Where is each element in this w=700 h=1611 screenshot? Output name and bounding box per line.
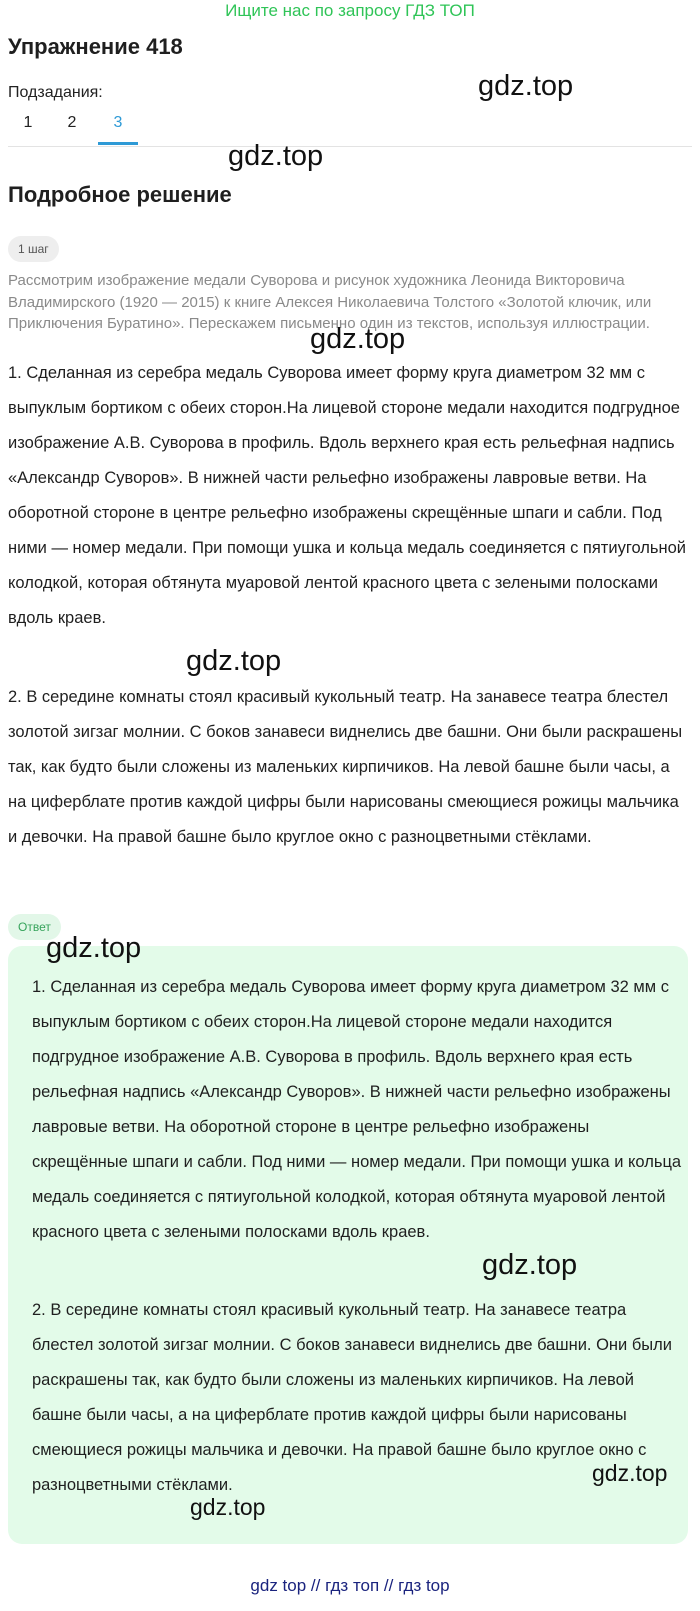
- answer-paragraph-2: 2. В середине комнаты стоял красивый кукольный театр. На занавесе театра блестел золотой зигзаг молнии. С боков занавеси виднелись две башни. Они были раскрашены так, как будто были сложены из маленьких кирпичиков. На левой башне были часы, а на циферблате против каждой цифры были нарисованы смеющиеся рожицы мальчика и девочки. На правой башне было круглое окно с разноцветными стёклами.: [32, 1301, 672, 1494]
- solution-heading: Подробное решение: [8, 182, 232, 207]
- promo-banner: Ищите нас по запросу ГДЗ ТОП: [225, 1, 475, 20]
- watermark: gdz.top: [228, 140, 324, 172]
- watermark: gdz.top: [190, 1494, 266, 1520]
- step-badge: 1 шаг: [8, 236, 59, 262]
- watermark: gdz.top: [478, 70, 574, 102]
- answer-badge: Ответ: [8, 914, 61, 940]
- subtask-tab-2[interactable]: 2: [67, 114, 77, 131]
- subtask-tab-1[interactable]: 1: [23, 114, 33, 131]
- solution-intro: Рассмотрим изображение медали Суворова и рисунок художника Леонида Викторовича Владимирского (1920 — 2015) к книге Алексея Николаевича Толстого «Золотой ключик, или Приключения Буратино». Перескажем письменно один из текстов, используя иллюстрации.: [8, 272, 652, 332]
- subtask-tabs: [8, 108, 692, 147]
- watermark: gdz.top: [46, 932, 142, 964]
- solution-paragraph-2: 2. В середине комнаты стоял красивый кукольный театр. На занавесе театра блестел золотой зигзаг молнии. С боков занавеси виднелись две башни. Они были раскрашены так, как будто были сложены из маленьких кирпичиков. На левой башне были часы, а на циферблате против каждой цифры были нарисованы смеющиеся рожицы мальчика и девочки. На правой башне было круглое окно с разноцветными стёклами.: [8, 688, 683, 846]
- watermark: gdz.top: [482, 1249, 578, 1281]
- subtask-tab-3[interactable]: 3: [98, 108, 138, 145]
- answer-box: [8, 946, 688, 1544]
- page-title: Упражнение 418: [8, 34, 183, 59]
- answer-paragraph-1: 1. Сделанная из серебра медаль Суворова имеет форму круга диаметром 32 мм с выпуклым бортиком с обеих сторон.На лицевой стороне медали находится подгрудное изображение А.В. Суворова в профиль. Вдоль верхнего края есть рельефная надпись «Александр Суворов». В нижней части рельефно изображены лавровые ветви. На оборотной стороне в центре рельефно изображены скрещённые шпаги и сабли. Под ними — номер медали. При помощи ушка и кольца медаль соединяется с пятиугольной колодкой, которая обтянута муаровой лентой красного цвета с зелеными полосками вдоль краев.: [32, 978, 682, 1241]
- subtasks-label: Подзадания:: [8, 84, 103, 101]
- footer-links[interactable]: gdz top // гдз топ // гдз top: [250, 1576, 450, 1595]
- watermark: gdz.top: [186, 645, 282, 677]
- watermark: gdz.top: [592, 1460, 668, 1486]
- watermark: gdz.top: [310, 323, 406, 355]
- solution-paragraph-1: 1. Сделанная из серебра медаль Суворова имеет форму круга диаметром 32 мм с выпуклым бортиком с обеих сторон.На лицевой стороне медали находится подгрудное изображение А.В. Суворова в профиль. Вдоль верхнего края есть рельефная надпись «Александр Суворов». В нижней части рельефно изображены лавровые ветви. На оборотной стороне в центре рельефно изображены скрещённые шпаги и сабли. Под ними — номер медали. При помощи ушка и кольца медаль соединяется с пятиугольной колодкой, которая обтянута муаровой лентой красного цвета с зелеными полосками вдоль краев.: [8, 364, 687, 627]
